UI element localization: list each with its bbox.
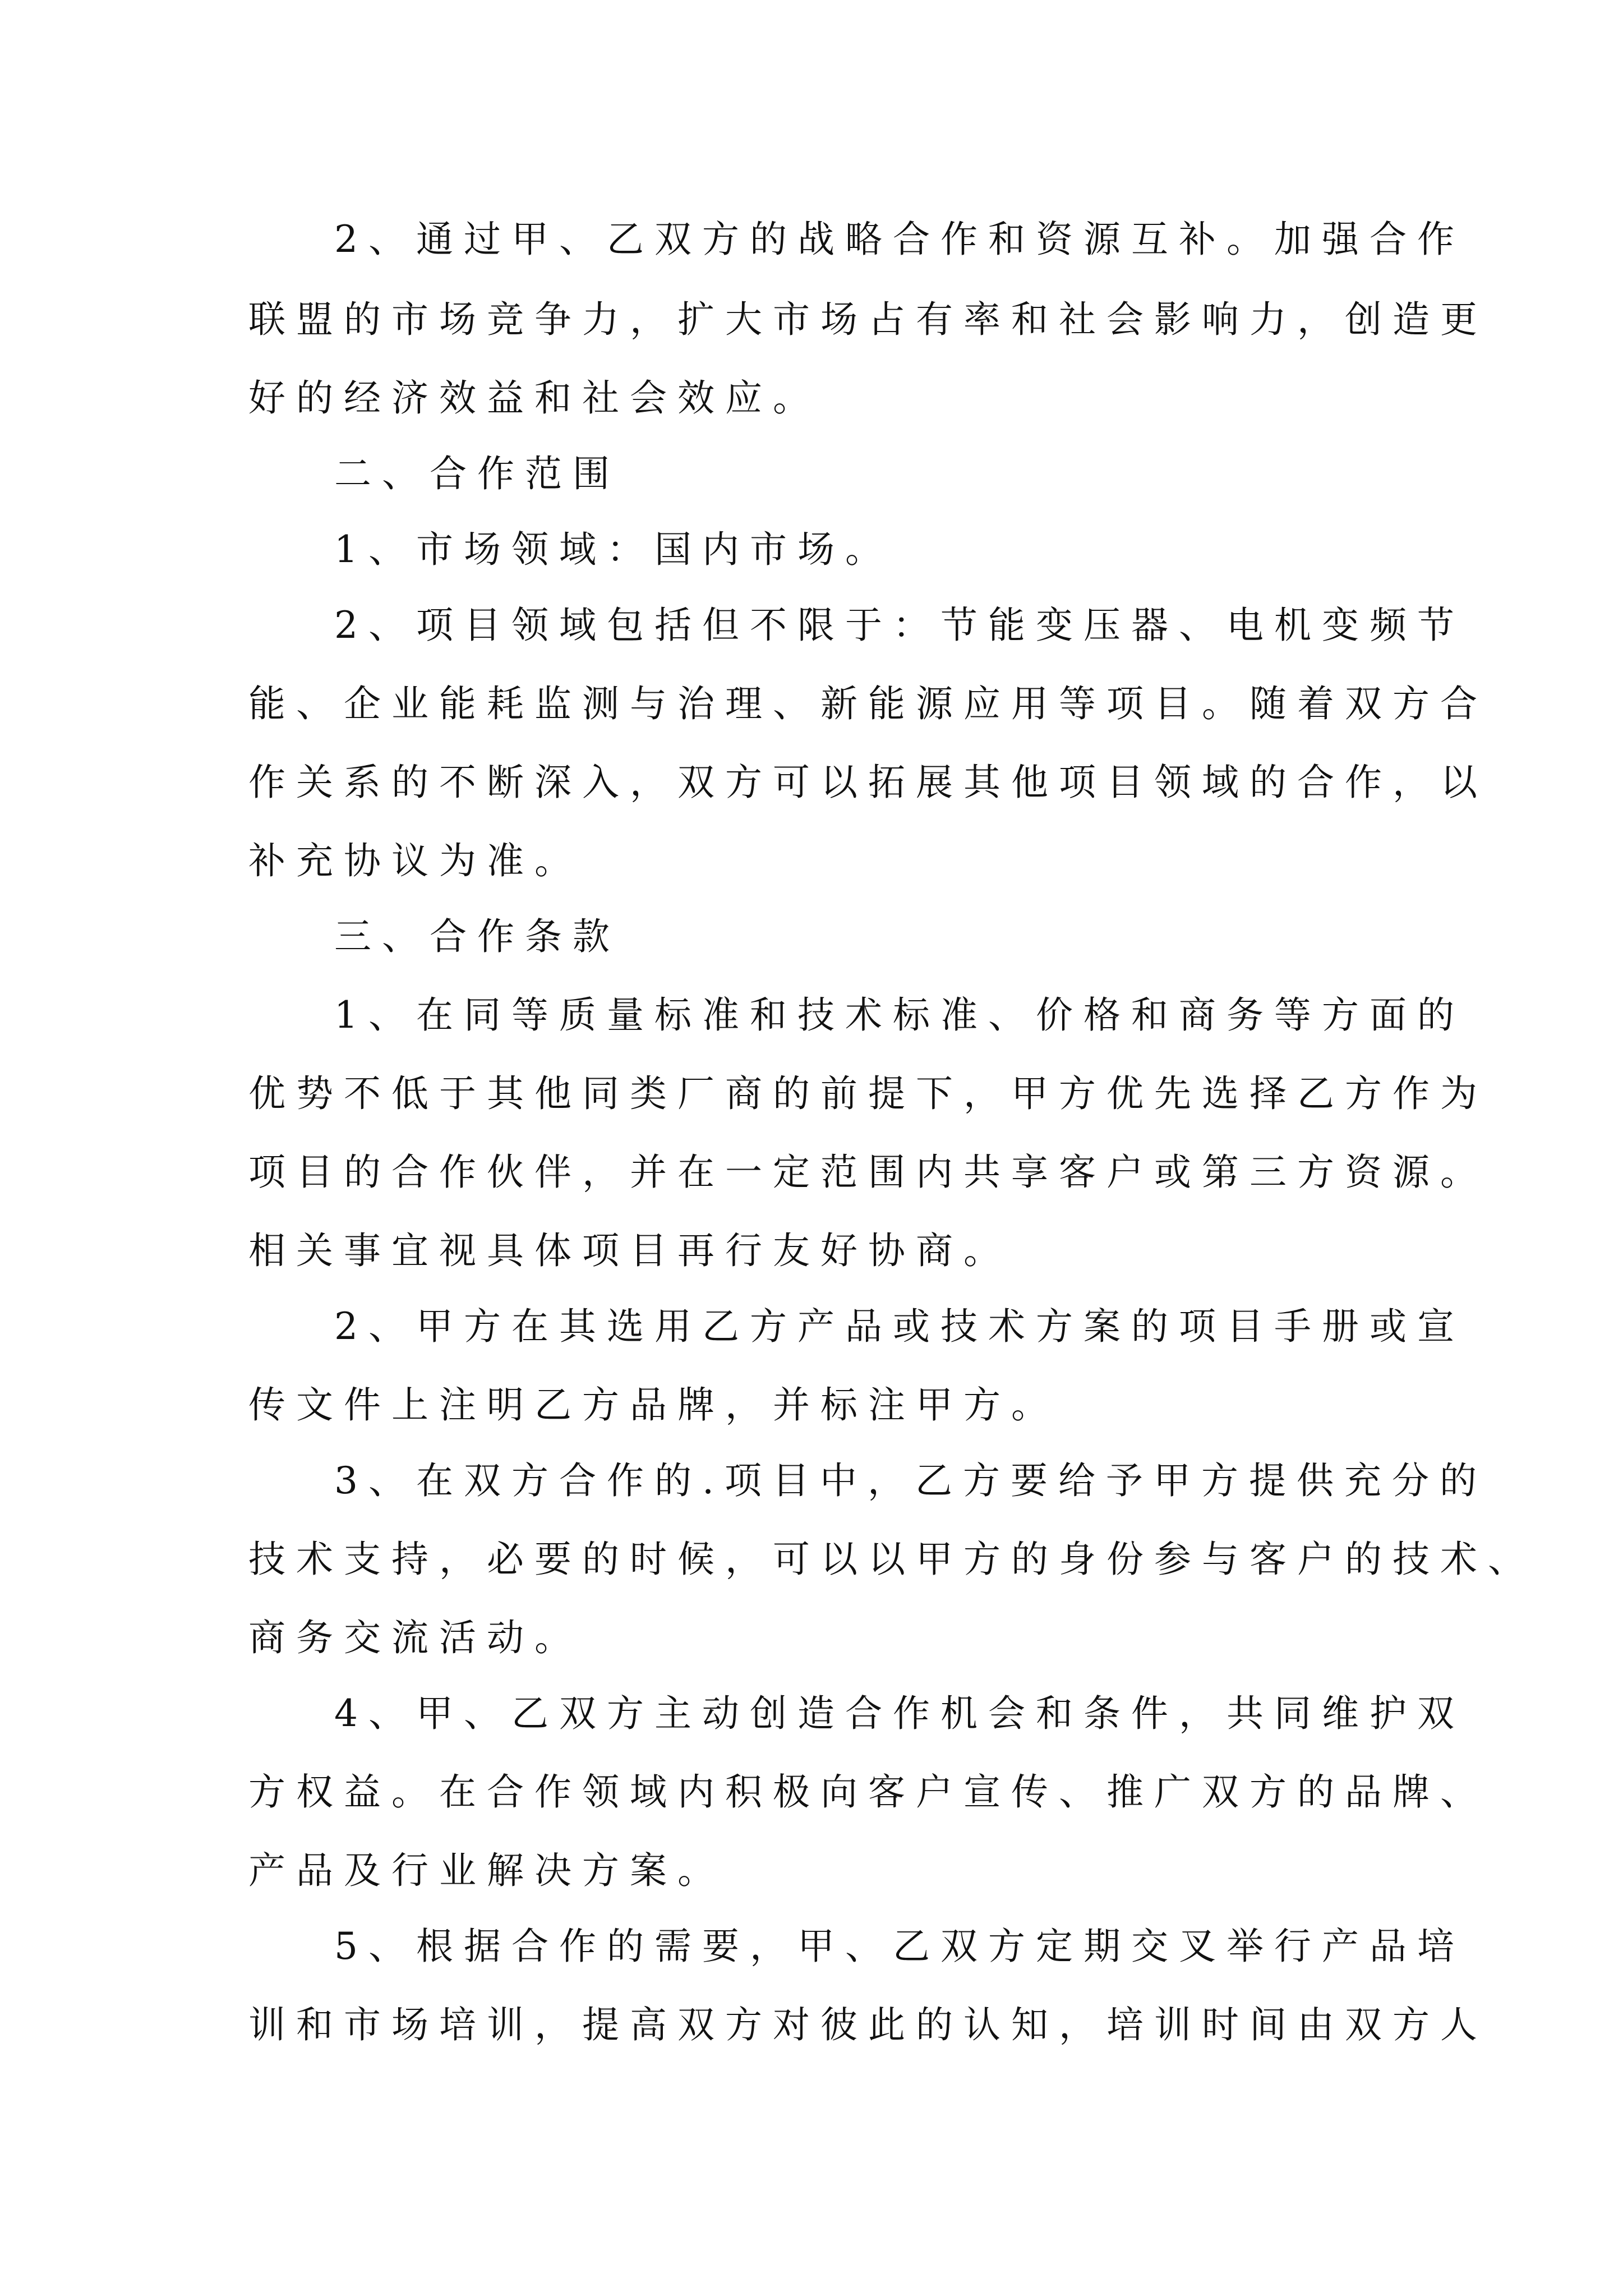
text-line: 作关系的不断深入，双方可以拓展其他项目领域的合作，以 — [248, 761, 1488, 804]
text-line: 3、在双方合作的.项目中，乙方要给予甲方提供充分的 — [334, 1459, 1487, 1502]
text-line: 4、甲、乙双方主动创造合作机会和条件，共同维护双 — [334, 1692, 1465, 1735]
text-line: 能、企业能耗监测与治理、新能源应用等项目。随着双方合 — [248, 682, 1488, 725]
text-line: 产品及行业解决方案。 — [248, 1849, 725, 1892]
text-line: 补充协议为准。 — [248, 839, 582, 882]
text-line: 2、甲方在其选用乙方产品或技术方案的项目手册或宣 — [334, 1305, 1465, 1348]
text-line: 技术支持，必要的时候，可以以甲方的身份参与客户的技术、 — [248, 1538, 1536, 1581]
text-line: 项目的合作伙伴，并在一定范围内共享客户或第三方资源。 — [248, 1151, 1488, 1194]
text-line: 联盟的市场竞争力，扩大市场占有率和社会影响力，创造更 — [248, 298, 1488, 341]
text-line: 5、根据合作的需要，甲、乙双方定期交叉举行产品培 — [334, 1925, 1465, 1968]
text-line: 好的经济效益和社会效应。 — [248, 376, 820, 420]
text-line: 优势不低于其他同类厂商的前提下，甲方优先选择乙方作为 — [248, 1072, 1488, 1115]
text-line: 训和市场培训，提高双方对彼此的认知，培训时间由双方人 — [248, 2003, 1488, 2046]
text-line: 方权益。在合作领域内积极向客户宣传、推广双方的品牌、 — [248, 1770, 1488, 1814]
text-line: 2、项目领域包括但不限于：节能变压器、电机变频节 — [334, 604, 1465, 647]
section-heading: 二、合作范围 — [334, 452, 620, 495]
text-line: 商务交流活动。 — [248, 1616, 582, 1659]
text-line: 传文件上注明乙方品牌，并标注甲方。 — [248, 1383, 1059, 1427]
text-line: 2、通过甲、乙双方的战略合作和资源互补。加强合作 — [334, 218, 1465, 261]
section-heading: 三、合作条款 — [334, 915, 620, 958]
text-line: 1、市场领域：国内市场。 — [334, 528, 893, 571]
text-line: 相关事宜视具体项目再行友好协商。 — [248, 1229, 1011, 1272]
text-line: 1、在同等质量标准和技术标准、价格和商务等方面的 — [334, 993, 1465, 1037]
